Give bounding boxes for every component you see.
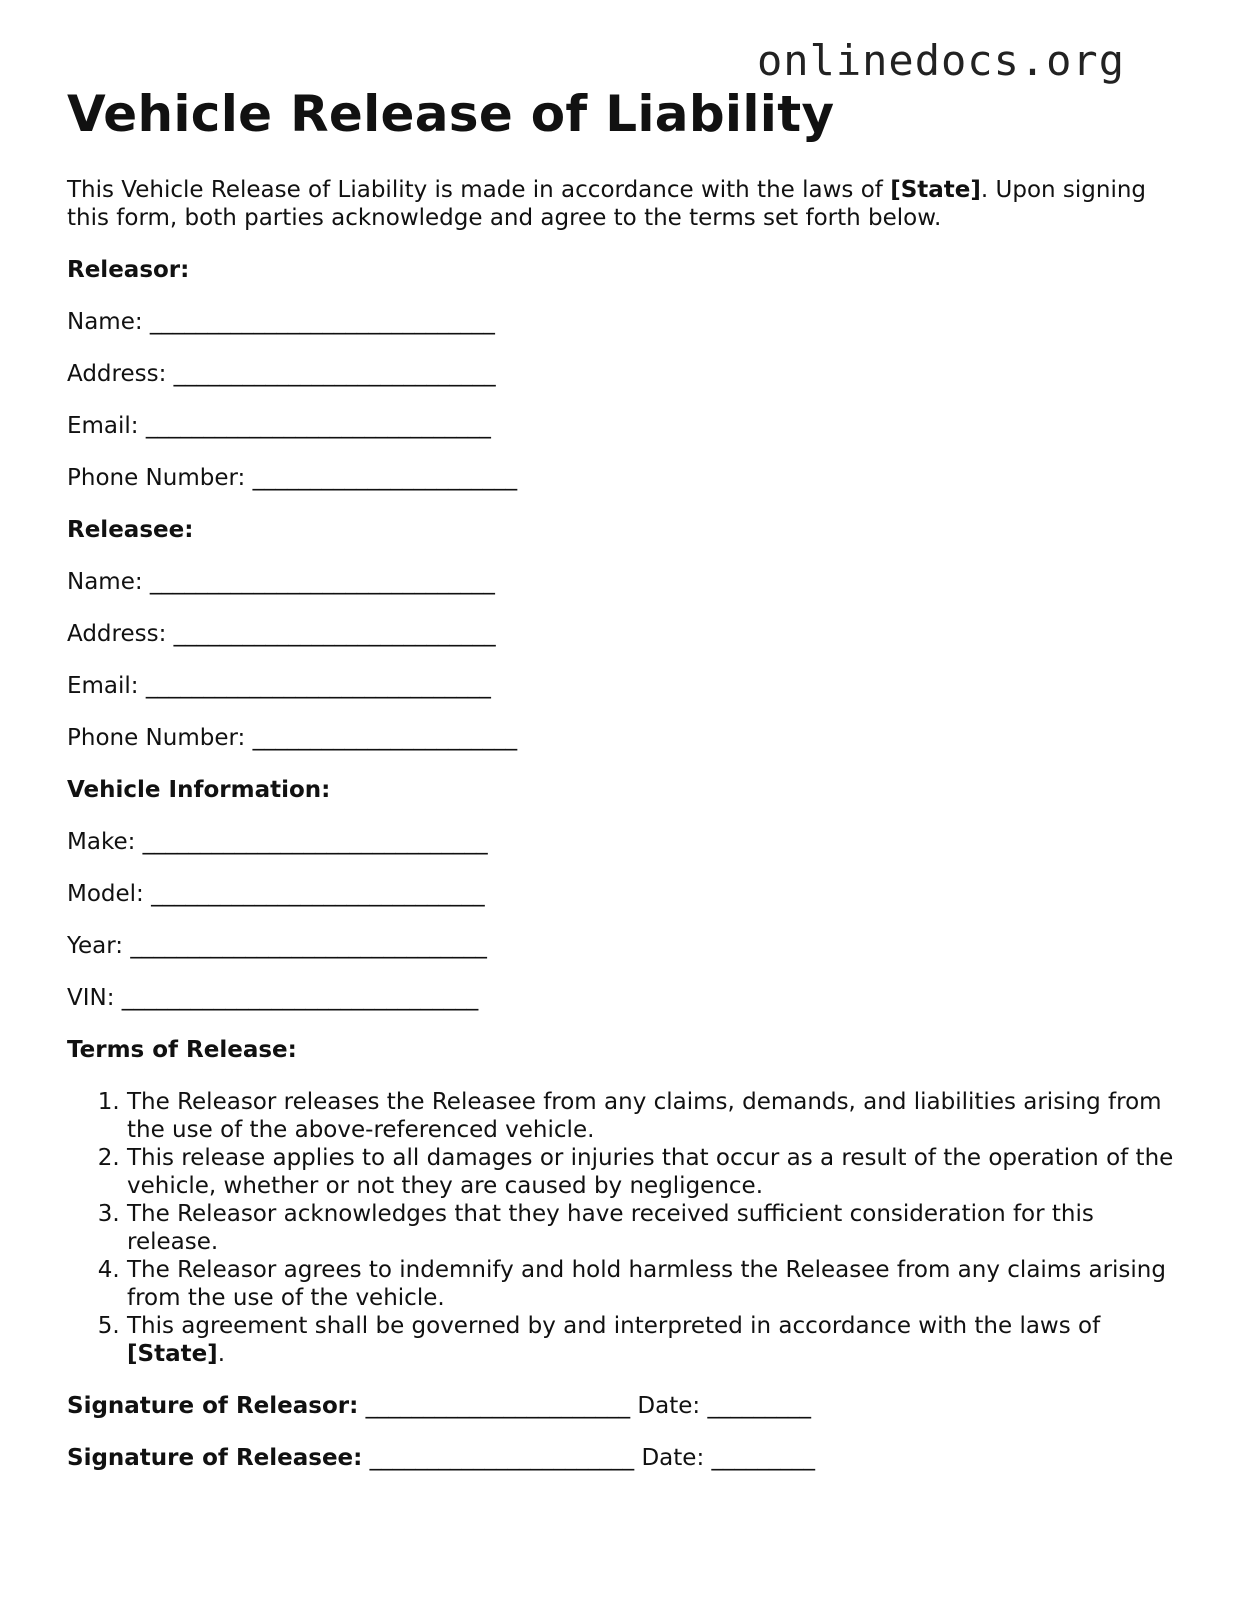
blank-line[interactable]: ____________________________ (173, 621, 496, 647)
blank-line[interactable]: ______________________________ (149, 309, 495, 335)
releasee-name-field[interactable] (67, 568, 1177, 596)
vehicle-year-field[interactable] (67, 932, 1177, 960)
blank-line[interactable]: ______________________________ (149, 569, 495, 595)
intro-state-placeholder: [State] (890, 177, 981, 203)
releasor-email-field[interactable] (67, 412, 1177, 440)
terms-item: 2. This release applies to all damages or injuries that occur as a result of the operation of the vehicle, whether or not they are caused by negligence. (127, 1144, 1177, 1200)
intro-text-end: . Upon signing this form, both parties acknowledge and agree to the terms set forth below. (67, 177, 1147, 231)
releasee-phone-field[interactable] (67, 724, 1177, 752)
signature-line[interactable]: _______________________ (365, 1393, 631, 1419)
terms-item: 3. The Releasor acknowledges that they have received sufficient consideration for this release. (127, 1200, 1177, 1256)
blank-line[interactable]: _______________________ (252, 465, 518, 491)
field-label: Phone Number: (67, 725, 246, 751)
blank-line[interactable]: _______________________________ (121, 985, 479, 1011)
releasor-signature-label: Signature of Releasor: (67, 1393, 359, 1419)
field-label: Name: (67, 569, 143, 595)
vehicle-info-heading: Vehicle Information: (67, 777, 331, 803)
releasee-email-field[interactable] (67, 672, 1177, 700)
field-label: Address: (67, 621, 167, 647)
watermark-logo-text: onlinedocs.org (757, 36, 1126, 85)
blank-line[interactable]: _______________________ (252, 725, 518, 751)
terms-item (127, 1312, 1177, 1368)
date-line[interactable]: _________ (711, 1445, 816, 1471)
blank-line[interactable]: ______________________________ (142, 829, 488, 855)
releasor-signature-row[interactable] (67, 1392, 1177, 1420)
releasee-address-field[interactable] (67, 620, 1177, 648)
field-label: Year: (67, 933, 124, 959)
field-label: Model: (67, 881, 144, 907)
field-label: Make: (67, 829, 136, 855)
vehicle-model-field[interactable] (67, 880, 1177, 908)
field-label: Name: (67, 309, 143, 335)
blank-line[interactable]: ____________________________ (173, 361, 496, 387)
releasee-signature-label: Signature of Releasee: (67, 1445, 363, 1471)
terms-item-period: . (217, 1341, 226, 1367)
vehicle-make-field[interactable] (67, 828, 1177, 856)
date-label: Date: (637, 1393, 701, 1419)
blank-line[interactable]: _____________________________ (151, 881, 485, 907)
terms-item: 4. The Releasor agrees to indemnify and hold harmless the Releasee from any claims arising from the use of the vehicle. (127, 1256, 1177, 1312)
field-label: Address: (67, 361, 167, 387)
document-body (67, 176, 1177, 1496)
intro-paragraph (67, 176, 1177, 232)
intro-text-start: This Vehicle Release of Liability is made in accordance with the laws of (67, 177, 891, 203)
terms-list (67, 1088, 1177, 1368)
date-line[interactable]: _________ (707, 1393, 811, 1419)
signature-line[interactable]: _______________________ (369, 1445, 635, 1471)
blank-line[interactable]: ______________________________ (145, 673, 491, 699)
releasor-address-field[interactable] (67, 360, 1177, 388)
releasor-phone-field[interactable] (67, 464, 1177, 492)
blank-line[interactable]: ______________________________ (145, 413, 491, 439)
terms-item: 1. The Releasor releases the Releasee from any claims, demands, and liabilities arising from the use of the above-referenced vehicle. (127, 1088, 1177, 1144)
date-label: Date: (641, 1445, 705, 1471)
terms-heading: Terms of Release: (67, 1037, 297, 1063)
terms-state-placeholder: [State] (127, 1341, 218, 1367)
releasee-signature-row[interactable] (67, 1444, 1177, 1472)
releasor-heading: Releasor: (67, 257, 190, 283)
field-label: Email: (67, 673, 139, 699)
field-label: Phone Number: (67, 465, 246, 491)
releasee-heading: Releasee: (67, 517, 194, 543)
releasor-name-field[interactable] (67, 308, 1177, 336)
field-label: Email: (67, 413, 139, 439)
terms-item-text: This agreement shall be governed by and interpreted in accordance with the laws of (127, 1313, 1101, 1339)
field-label: VIN: (67, 985, 115, 1011)
document-title: Vehicle Release of Liability (67, 85, 835, 143)
vehicle-vin-field[interactable] (67, 984, 1177, 1012)
blank-line[interactable]: _______________________________ (130, 933, 487, 959)
